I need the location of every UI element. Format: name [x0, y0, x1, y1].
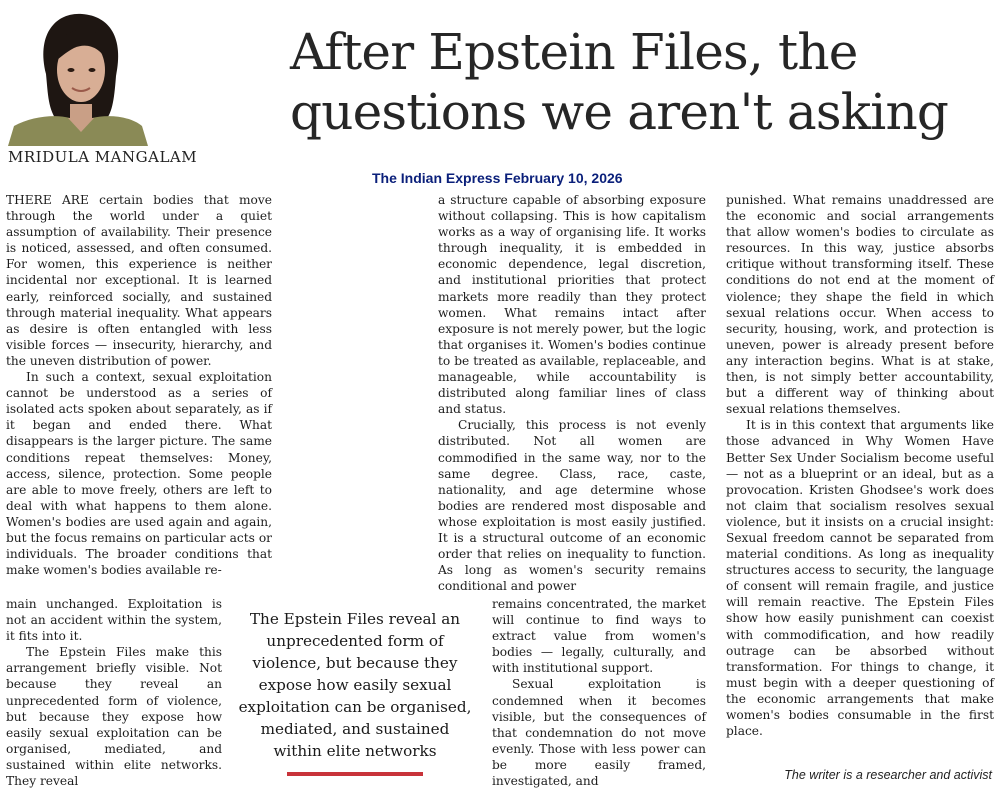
column-3 — [726, 192, 994, 739]
column-1 — [6, 192, 272, 578]
paragraph: THERE ARE certain bodies that move through the world under a quiet assumption of availability. Their presence is noticed, assessed, and often consumed. For women, this experience is neither incidental nor exceptional. It is learned early, reinforced socially, and sustained through material inequality. What appears as desire is often entangled with less visible forces — insecurity, hierarchy, and the uneven distribution of power. — [6, 193, 272, 368]
paragraph: main unchanged. Exploitation is not an accident within the system, it fits into it. — [6, 597, 222, 644]
pull-quote: The Epstein Files reveal an unprecedented form of violence, but because they expose how easily sexual exploitation can be organised, mediated, and sustained within elite networks — [238, 610, 472, 760]
column-2-continued — [492, 596, 706, 789]
paragraph: It is in this context that arguments like those advanced in Why Women Have Better Sex Under Socialism become useful — not as a blueprint or an ideal, but as a provocation. Kristen Ghodsee's work does not claim that socialism resolves sexual violence, but it insists on a crucial insight: Sexual freedom cannot be separated from material conditions. As long as inequality structures access to security, the language of consent will remain fragile, and justice will remain reactive. The Epstein Files show how easily punishment can coexist with commodification, and how readily outrage can be absorbed without transformation. For things to change, it must begin with a deeper questioning of the economic arrangements that make women's bodies consumable in the first place. — [726, 418, 994, 739]
article-headline — [290, 22, 995, 142]
paragraph: Crucially, this process is not evenly distributed. Not all women are commodified in the same way, nor to the same degree. Class, race, caste, nationality, and age determine whose bodies are rendered most disposable and whose exploitation is most easily justified. It is a structural outcome of an economic order that relies on inequality to function. As long as women's security remains conditional and power — [438, 418, 706, 594]
paragraph: Sexual exploitation is condemned when it becomes visible, but the consequences of that condemnation do not move evenly. Those with less power can be more easily framed, investigated, and — [492, 677, 706, 789]
author-byline: MRIDULA MANGALAM — [8, 148, 198, 166]
column-1-continued — [6, 596, 222, 789]
paragraph: The Epstein Files make this arrangement briefly visible. Not because they reveal an unprecedented form of violence, but because they expose how easily sexual exploitation can be organised, mediated, and sustained within elite networks. They reveal — [6, 645, 222, 789]
paragraph: a structure capable of absorbing exposure without collapsing. This is how capitalism works as a way of organising life. It works through inequality, it is embedded in economic dependence, legal discretion, and institutional priorities that protect markets more readily than they protect women. What remains intact after exposure is not merely power, but the logic that organises it. Women's bodies continue to be treated as available, replaceable, and manageable, while accountability is distributed along familiar lines of class and status. — [438, 193, 706, 417]
column-2 — [438, 192, 706, 594]
pull-quote-rule — [287, 772, 423, 776]
paragraph: punished. What remains unaddressed are the economic and social arrangements that allow women's bodies to circulate as resources. In this way, justice absorbs critique without transforming itself. These conditions do not end at the moment of violence; they shape the field in which sexual relations occur. When access to security, housing, work, and protection is uneven, power is already present before any interaction begins. What is at stake, then, is not simply better accountability, but a different way of thinking about sexual relations themselves. — [726, 193, 994, 417]
headline-line-2: questions we aren't asking — [290, 83, 949, 141]
paragraph: In such a context, sexual exploitation cannot be understood as a series of isolated acts spoken about separately, as if it began and ended there. What disappears is the larger picture. The same conditions repeat themselves: Money, access, silence, protection. Some people are able to move freely, others are left to deal with what happens to them alone. Women's bodies are used again and again, but the focus remains on particular acts or individuals. The broader conditions that make women's bodies available re- — [6, 370, 272, 578]
author-portrait — [8, 4, 148, 146]
author-credit: The writer is a researcher and activist — [784, 768, 992, 782]
headline-line-1: After Epstein Files, the — [290, 23, 858, 81]
paragraph: remains concentrated, the market will continue to find ways to extract value from women's bodies — legally, culturally, and with institutional support. — [492, 597, 706, 676]
dateline: The Indian Express February 10, 2026 — [372, 170, 623, 186]
